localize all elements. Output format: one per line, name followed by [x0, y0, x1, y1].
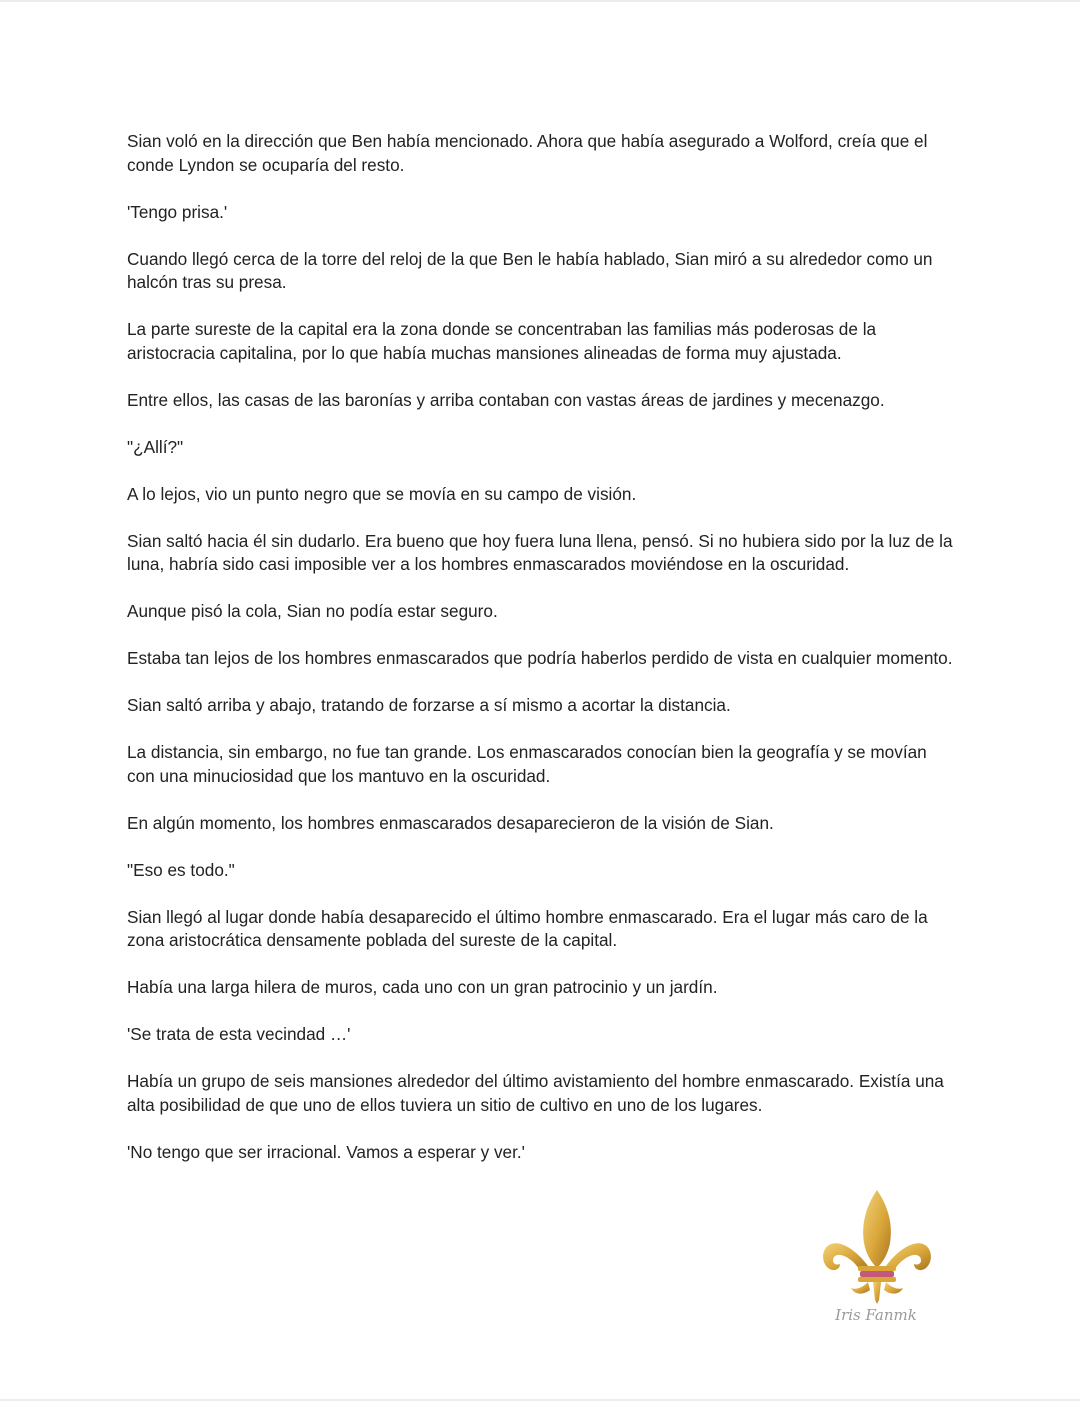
signature-text: Iris Fanmk	[835, 1306, 917, 1324]
fleur-de-lis-emblem	[818, 1188, 936, 1330]
paragraph: Estaba tan lejos de los hombres enmascarados que podría haberlos perdido de vista en cualquier momento.	[127, 648, 953, 668]
paragraph: 'Se trata de esta vecindad …'	[127, 1024, 351, 1044]
paragraph: Sian voló en la dirección que Ben había mencionado. Ahora que había asegurado a Wolford, creía que el conde Lyndon se ocuparía del resto.	[127, 131, 928, 175]
paragraph: "Eso es todo."	[127, 859, 235, 880]
paragraph: Aunque pisó la cola, Sian no podía estar seguro.	[127, 601, 498, 621]
document-body	[127, 130, 957, 1188]
paragraph: La parte sureste de la capital era la zona donde se concentraban las familias más poderosas de la aristocracia capitalina, por lo que había muchas mansiones alineadas de forma muy ajustada.	[127, 319, 877, 363]
paragraph: Entre ellos, las casas de las baronías y arriba contaban con vastas áreas de jardines y mecenazgo.	[127, 389, 885, 410]
paragraph: 'No tengo que ser irracional. Vamos a esperar y ver.'	[127, 1141, 525, 1162]
paragraph: Sian llegó al lugar donde había desaparecido el último hombre enmascarado. Era el lugar más caro de la zona aristocrática densamente poblada del sureste de la capital.	[127, 906, 928, 950]
paragraph: "¿Allí?"	[127, 436, 184, 457]
paragraph: La distancia, sin embargo, no fue tan grande. Los enmascarados conocían bien la geografía y se movían con una minuciosidad que los mantuvo en la oscuridad.	[127, 742, 927, 786]
paragraph: 'Tengo prisa.'	[127, 201, 228, 222]
paragraph: Sian saltó arriba y abajo, tratando de forzarse a sí mismo a acortar la distancia.	[127, 695, 731, 715]
paragraph: En algún momento, los hombres enmascarados desaparecieron de la visión de Sian.	[127, 812, 774, 833]
paragraph: Había una larga hilera de muros, cada uno con un gran patrocinio y un jardín.	[127, 977, 718, 997]
paragraph: Sian saltó hacia él sin dudarlo. Era bueno que hoy fuera luna llena, pensó. Si no hubiera sido por la luz de la luna, habría sido casi imposible ver a los hombres enmascarados moviéndose en la oscuridad.	[127, 530, 953, 574]
paragraph: Había un grupo de seis mansiones alrededor del último avistamiento del hombre enmascarado. Existía una alta posibilidad de que uno de ellos tuviera un sitio de cultivo en uno de los lugares.	[127, 1071, 944, 1115]
paragraph: A lo lejos, vio un punto negro que se movía en su campo de visión.	[127, 483, 637, 504]
fleur-de-lis-icon	[818, 1188, 936, 1330]
paragraph: Cuando llegó cerca de la torre del reloj de la que Ben le había hablado, Sian miró a su alrededor como un halcón tras su presa.	[127, 248, 933, 292]
